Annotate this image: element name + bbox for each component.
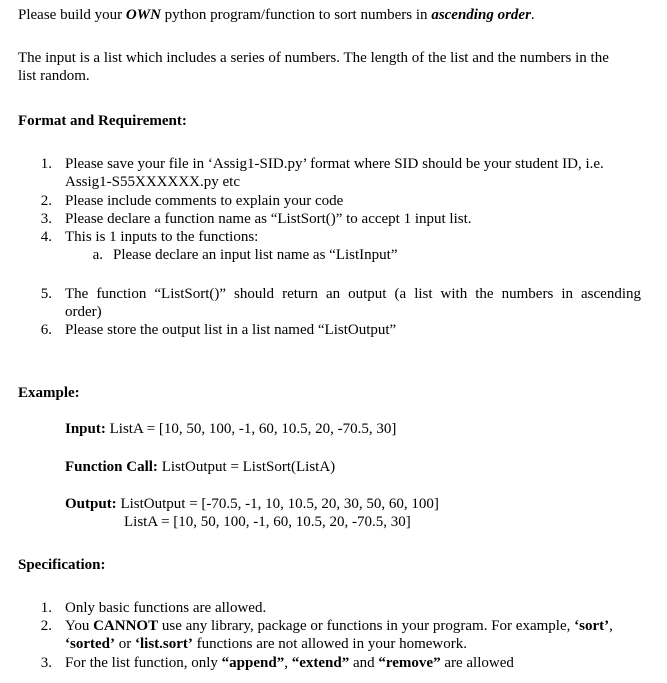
intro-end: . [530,7,535,23]
spec-3-a: For the list function, only [65,655,222,671]
example-heading: Example: [18,385,80,401]
spec-2-g: or [114,636,135,652]
spec-2-line2 [65,635,467,653]
spec-2-sorted: ‘sorted’ [65,636,115,652]
spec-3-num: 3. [40,655,52,671]
req-4a-num: a. [92,247,103,263]
spec-2-cannot: CANNOT [93,618,159,634]
spec-2-line1 [65,617,613,635]
req-2-text: Please include comments to explain your code [65,193,344,209]
req-4-text: This is 1 inputs to the functions: [65,229,259,245]
intro-line [18,6,535,24]
spec-3-remove: “remove” [378,655,441,671]
spec-3-g: are allowed [440,655,514,671]
spec-2-list-sort: ‘list.sort’ [134,636,193,652]
req-1-line2: Assig1-S55XXXXXX.py etc [65,174,240,190]
req-3-text: Please declare a function name as “ListSort()” to accept 1 input list. [65,211,472,227]
example-input-value: ListA = [10, 50, 100, -1, 60, 10.5, 20, -70.5, 30] [105,421,397,437]
input-desc-line1: The input is a list which includes a series of numbers. The length of the list and the numbers in the [18,50,609,66]
req-4-num: 4. [40,229,52,245]
spec-3-c: , [284,655,292,671]
example-input [65,420,396,438]
req-4a-text: Please declare an input list name as “ListInput” [113,247,398,263]
spec-2-sort: ‘sort’ [574,618,610,634]
spec-3-text [65,654,514,672]
spec-2-c: use any library, package or functions in your program. For example, [158,618,575,634]
spec-3-e: and [349,655,379,671]
example-call-value: ListOutput = ListSort(ListA) [157,459,336,475]
spec-1-num: 1. [40,600,52,616]
req-5-num: 5. [40,286,52,302]
req-3-num: 3. [40,211,52,227]
example-output [65,495,439,513]
spec-2-num: 2. [40,618,52,634]
req-5-line1: The function “ListSort()” should return an output (a list with the numbers in ascending [65,286,641,302]
spec-2-e: , [609,618,613,634]
specification-heading: Specification: [18,557,106,573]
req-6-num: 6. [40,322,52,338]
spec-2-a: You [65,618,94,634]
spec-1-text: Only basic functions are allowed. [65,600,267,616]
example-output-lista: ListA = [10, 50, 100, -1, 60, 10.5, 20, -70.5, 30] [124,514,411,530]
example-call [65,458,335,476]
intro-own: OWN [125,7,161,23]
intro-ascending: ascending order [431,7,531,23]
req-6-text: Please store the output list in a list named “ListOutput” [65,322,397,338]
req-1-num: 1. [40,156,52,172]
example-output-value: ListOutput = [-70.5, -1, 10, 10.5, 20, 30, 50, 60, 100] [116,496,439,512]
spec-3-extend: “extend” [291,655,350,671]
example-output-label: Output: [65,496,117,512]
spec-3-append: “append” [221,655,285,671]
intro-text: Please build your [18,7,126,23]
format-heading: Format and Requirement: [18,113,187,129]
intro-text-mid: python program/function to sort numbers in [160,7,432,23]
spec-2-i: functions are not allowed in your homework. [192,636,467,652]
req-1-line1: Please save your file in ‘Assig1-SID.py’ format where SID should be your student ID, i.e. [65,156,604,172]
example-input-label: Input: [65,421,106,437]
req-2-num: 2. [40,193,52,209]
example-call-label: Function Call: [65,459,158,475]
input-desc-line2: list random. [18,68,90,84]
req-5-line2: order) [65,304,102,320]
